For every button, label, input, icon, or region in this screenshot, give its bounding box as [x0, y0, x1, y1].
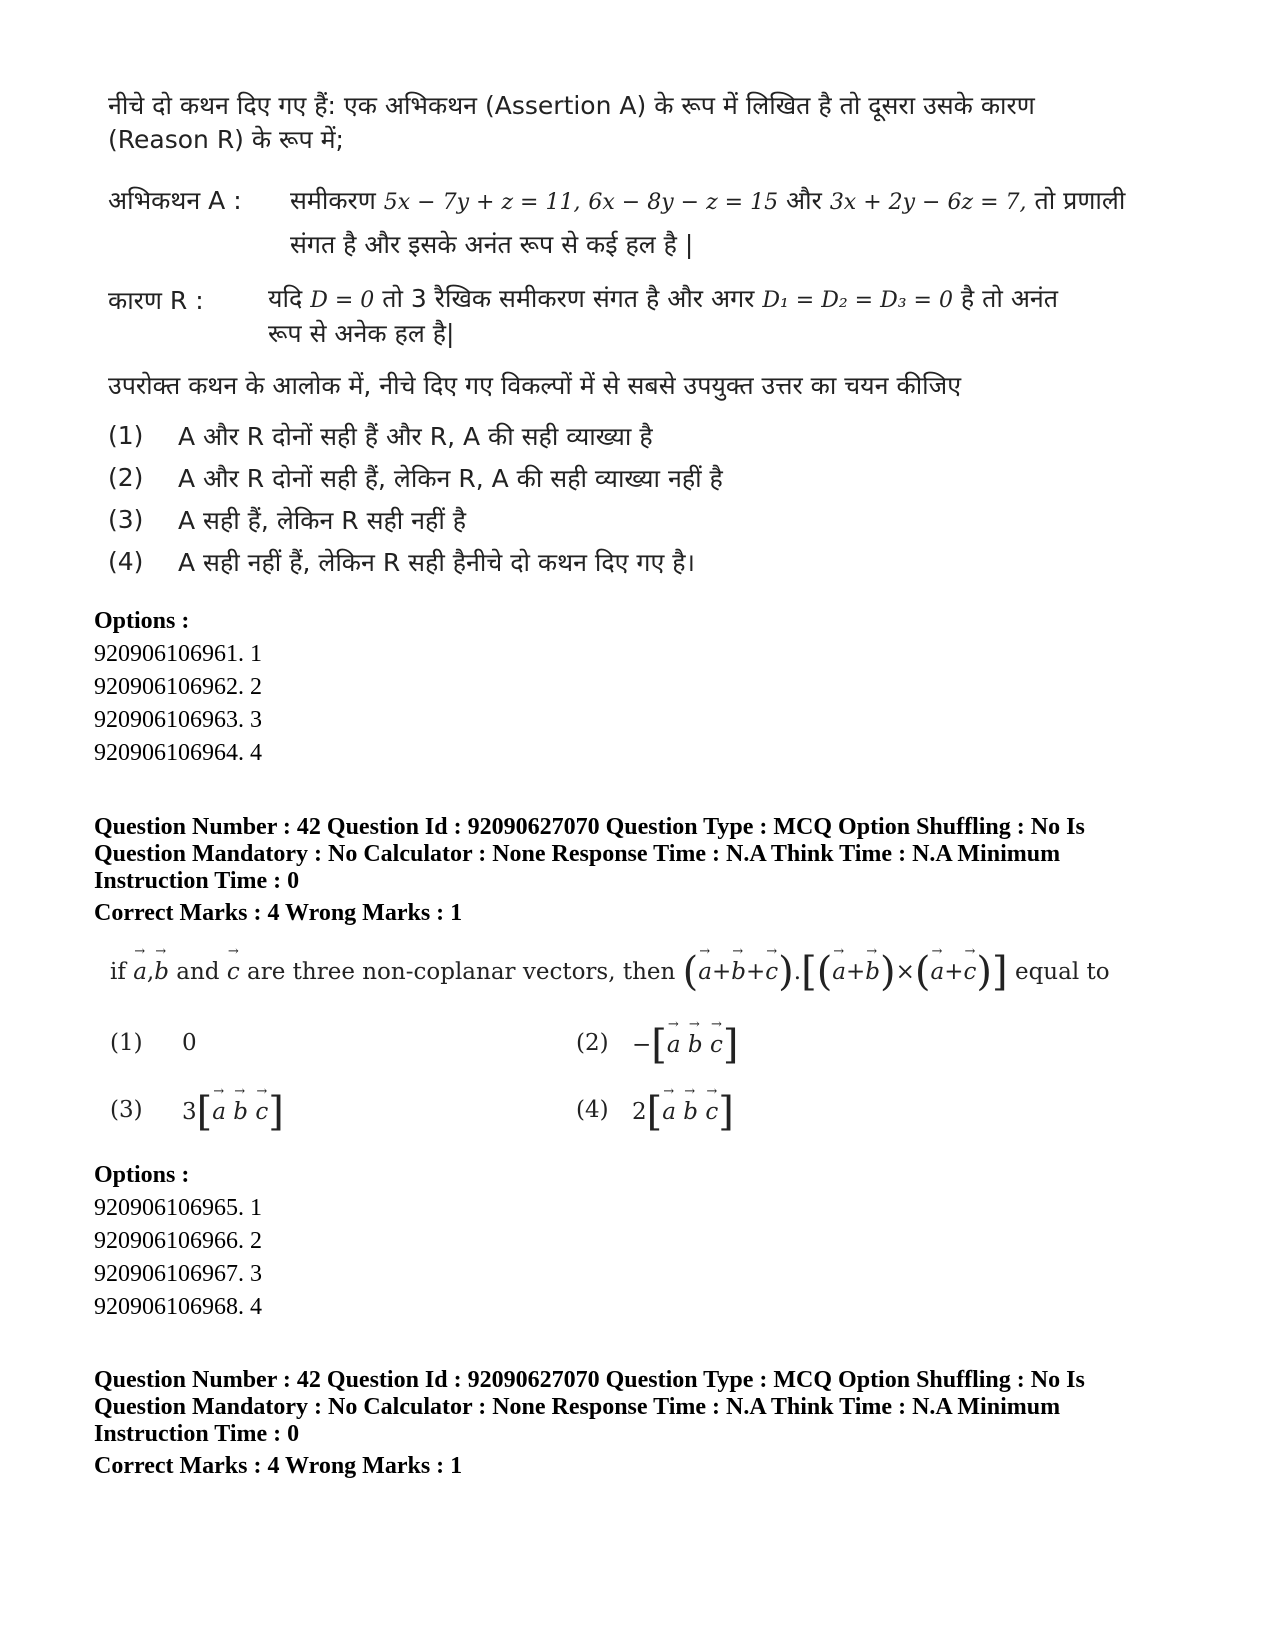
and-word: और: [786, 186, 822, 215]
q41-choice-text: A और R दोनों सही हैं, लेकिन R, A की सही व्याख्या नहीं है: [178, 464, 723, 493]
reason-condition-d123: D₁ = D₂ = D₃ = 0: [762, 288, 953, 313]
q43-meta-line2: Question Mandatory : No Calculator : None Response Time : N.A Think Time : N.A Minimum: [94, 1394, 1061, 1420]
reason-end: है तो अनंत: [960, 284, 1059, 313]
q42-choice-3: 3[→ a → b → c]: [182, 1089, 284, 1135]
reason-if: यदि: [268, 284, 303, 313]
q41-choice-num: (2): [108, 463, 144, 492]
q42-mid: are three non-coplanar vectors, then: [247, 959, 676, 985]
q41-option-1: 920906106961. 1: [94, 641, 262, 667]
assertion-start: समीकरण: [290, 186, 376, 215]
q41-option-3: 920906106963. 3: [94, 707, 262, 733]
choice-3-prefix: 3: [182, 1099, 197, 1125]
q42-choice-num: (3): [110, 1097, 143, 1123]
q42-choice-1: 0: [182, 1030, 197, 1056]
q42-option-4: 920906106968. 4: [94, 1294, 262, 1320]
choice-2-prefix: −: [632, 1032, 652, 1058]
q42-and: and: [176, 959, 220, 985]
q41-choice-text: A सही नहीं हैं, लेकिन R सही हैनीचे दो कथन दिए गए है।: [178, 548, 696, 577]
assertion-label: अभिकथन A :: [108, 186, 242, 215]
equation-3: 3x + 2y − 6z = 7,: [829, 190, 1027, 215]
q41-choice-text: A सही हैं, लेकिन R सही नहीं है: [178, 506, 467, 535]
q41-choice-num: (3): [108, 505, 144, 534]
choice-4-prefix: 2: [632, 1099, 647, 1125]
q43-meta-line1: Question Number : 42 Question Id : 92090627070 Question Type : MCQ Option Shuffling : No Is: [94, 1367, 1085, 1393]
q42-option-2: 920906106966. 2: [94, 1228, 262, 1254]
q42-choice-num: (2): [576, 1030, 609, 1056]
equation-2: 6x − 8y − z = 15: [588, 190, 779, 215]
q41-choice-num: (4): [108, 547, 144, 576]
equation-1: 5x − 7y + z = 11,: [383, 190, 581, 215]
reason-middle: तो 3 रैखिक समीकरण संगत है और अगर: [382, 284, 755, 313]
q43-meta-line3: Instruction Time : 0: [94, 1421, 300, 1447]
q42-meta-line3: Instruction Time : 0: [94, 868, 300, 894]
reason-line1: [268, 281, 1058, 315]
reason-condition-d: D = 0: [310, 288, 375, 313]
q41-intro-line1: नीचे दो कथन दिए गए हैं: एक अभिकथन (Assertion A) के रूप में लिखित है तो दूसरा उसके कारण: [108, 91, 1035, 120]
q41-choice-num: (1): [108, 421, 144, 450]
assertion-line2: संगत है और इसके अनंत रूप से कई हल है |: [290, 230, 694, 259]
q42-question: if → a,→ b and → c are three non-coplanar vectors, then (→ a+→ b+→ c).[(→ a+→ b)×(→ a+→ c)] equal to: [110, 949, 1110, 995]
q42-marks: Correct Marks : 4 Wrong Marks : 1: [94, 900, 463, 926]
q42-meta-line1: Question Number : 42 Question Id : 92090627070 Question Type : MCQ Option Shuffling : No Is: [94, 814, 1085, 840]
q42-options-label: Options :: [94, 1162, 190, 1188]
q42-meta-line2: Question Mandatory : No Calculator : None Response Time : N.A Think Time : N.A Minimum: [94, 841, 1061, 867]
q42-choice-2: −[→ a → b → c]: [632, 1022, 738, 1068]
q41-choice-text: A और R दोनों सही हैं और R, A की सही व्याख्या है: [178, 422, 653, 451]
q42-end: equal to: [1014, 959, 1110, 985]
q42-option-3: 920906106967. 3: [94, 1261, 262, 1287]
q41-instruction: उपरोक्त कथन के आलोक में, नीचे दिए गए विकल्पों में से सबसे उपयुक्त उत्तर का चयन कीजिए: [108, 371, 962, 400]
q42-option-1: 920906106965. 1: [94, 1195, 262, 1221]
q41-intro-line2: (Reason R) के रूप में;: [108, 125, 344, 154]
q42-choice-num: (1): [110, 1030, 143, 1056]
q42-choice-num: (4): [576, 1097, 609, 1123]
q41-option-4: 920906106964. 4: [94, 740, 262, 766]
q41-options-label: Options :: [94, 608, 190, 634]
q41-option-2: 920906106962. 2: [94, 674, 262, 700]
reason-line2: रूप से अनेक हल है|: [268, 319, 455, 348]
q43-marks: Correct Marks : 4 Wrong Marks : 1: [94, 1453, 463, 1479]
q42-choice-4: 2[→ a → b → c]: [632, 1089, 734, 1135]
assertion-line1: [290, 183, 1125, 217]
q42-if: if: [110, 959, 126, 985]
assertion-end: तो प्रणाली: [1034, 186, 1126, 215]
q42-expression: (→ a+→ b+→ c).[(→ a+→ b)×(→ a+→ c)]: [683, 959, 1008, 985]
reason-label: कारण R :: [108, 286, 204, 315]
